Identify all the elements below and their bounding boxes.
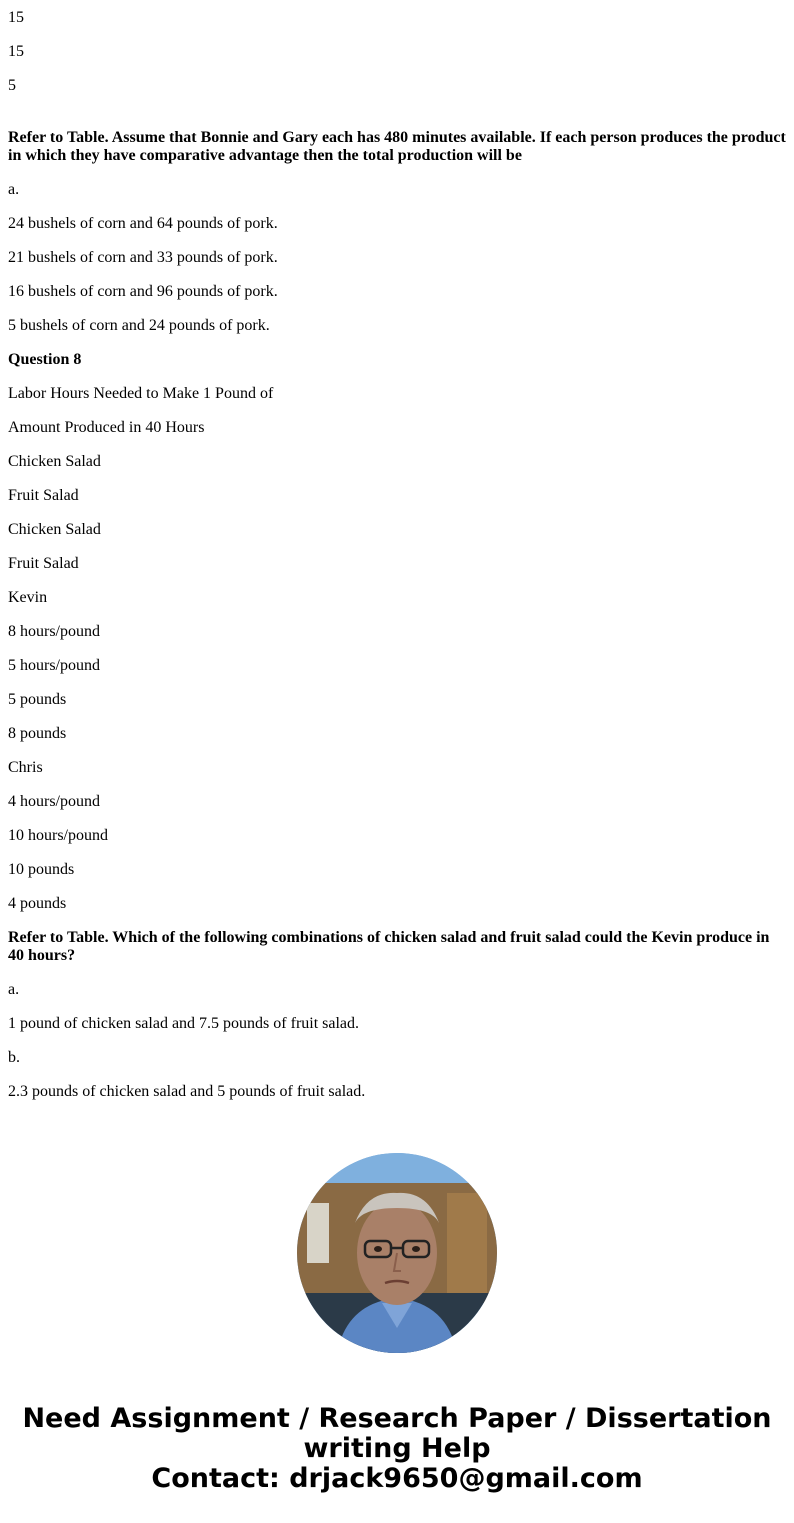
table-line: Kevin xyxy=(8,589,48,606)
value-text: 5 xyxy=(8,77,16,94)
answer-option: 16 bushels of corn and 96 pounds of pork. xyxy=(8,283,278,300)
value-text: 15 xyxy=(8,43,24,60)
question-prompt xyxy=(8,929,788,965)
answer-option: 2.3 pounds of chicken salad and 5 pounds of fruit salad. xyxy=(8,1083,366,1100)
table-line: 10 hours/pound xyxy=(8,827,108,844)
value-text: 15 xyxy=(8,9,24,26)
banner-line: Need Assignment / Research Paper / Dissertation xyxy=(22,1403,772,1434)
answer-option: 21 bushels of corn and 33 pounds of pork. xyxy=(8,249,278,266)
table-line: Chris xyxy=(8,759,43,776)
answer-option: 24 bushels of corn and 64 pounds of pork. xyxy=(8,215,278,232)
table-line: 4 hours/pound xyxy=(8,793,100,810)
option-letter: a. xyxy=(8,181,20,198)
prompt-lead: Refer to Table xyxy=(8,929,105,946)
table-line: Chicken Salad xyxy=(8,521,101,538)
prompt-rest: . Which of the following combinations of chicken salad and fruit salad could the Kevin produce in 40 hours? xyxy=(8,929,770,964)
banner-line: writing Help xyxy=(303,1433,491,1464)
question-prompt: Refer to Table. Assume that Bonnie and Gary each has 480 minutes available. If each person produces the product in which they have comparative advantage then the total production will be xyxy=(8,129,786,164)
table-line: 5 hours/pound xyxy=(8,657,100,674)
table-line: 8 hours/pound xyxy=(8,623,100,640)
table-line: 8 pounds xyxy=(8,725,67,742)
table-line: 10 pounds xyxy=(8,861,75,878)
question-heading: Question 8 xyxy=(8,351,82,368)
table-line: Amount Produced in 40 Hours xyxy=(8,419,205,436)
table-line: Chicken Salad xyxy=(8,453,101,470)
answer-option: 5 bushels of corn and 24 pounds of pork. xyxy=(8,317,270,334)
portrait-image xyxy=(297,1153,497,1353)
table-line: 4 pounds xyxy=(8,895,67,912)
contact-email: Contact: drjack9650@gmail.com xyxy=(151,1463,643,1494)
option-letter: a. xyxy=(8,981,20,998)
answer-option: 1 pound of chicken salad and 7.5 pounds of fruit salad. xyxy=(8,1015,360,1032)
table-line: Fruit Salad xyxy=(8,555,79,572)
table-line: 5 pounds xyxy=(8,691,67,708)
table-line: Fruit Salad xyxy=(8,487,79,504)
option-letter: b. xyxy=(8,1049,20,1066)
author-photo xyxy=(297,1153,497,1353)
table-line: Labor Hours Needed to Make 1 Pound of xyxy=(8,385,274,402)
contact-banner xyxy=(0,1404,794,1494)
